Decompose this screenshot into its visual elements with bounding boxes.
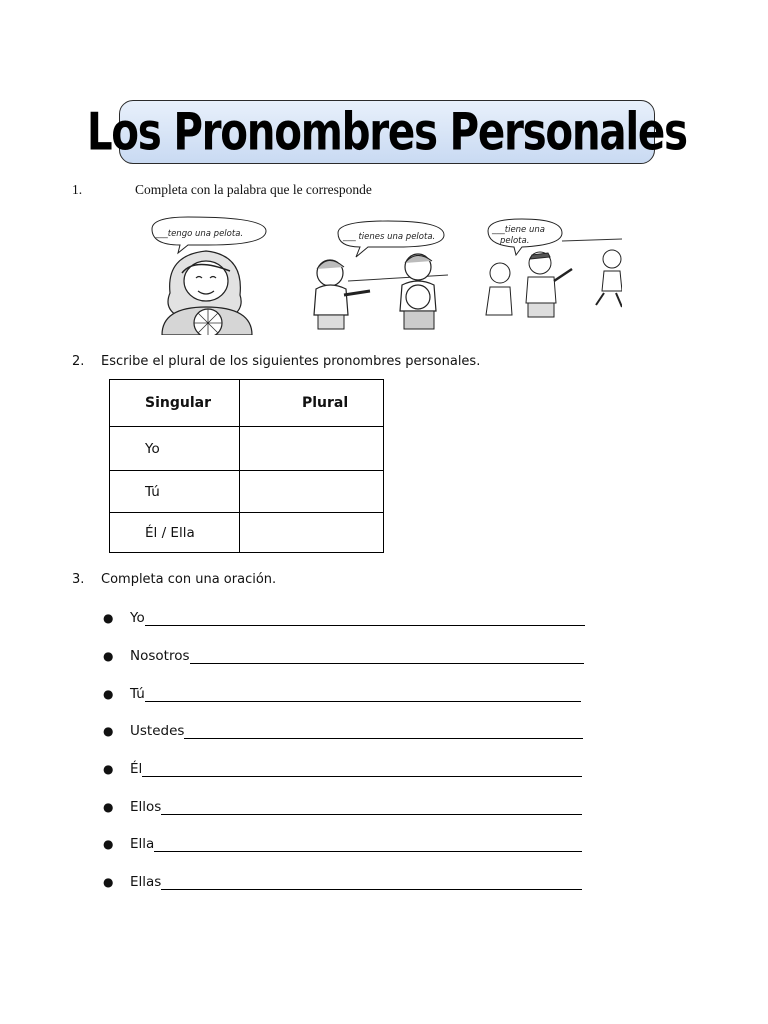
page-title: Los Pronombres Personales [87,101,687,163]
list-item [103,646,584,666]
answer-line[interactable] [145,687,581,702]
bullet-icon: ● [103,875,114,889]
pronoun-label: Ellas [130,874,162,890]
header-plural: Plural [240,380,384,427]
table-row [110,471,384,513]
list-item [103,872,582,892]
list-item [103,721,583,741]
bubble-3-text-a: ___tiene una [492,225,545,235]
answer-line[interactable] [154,837,582,852]
q3-instruction: Completa con una oración. [101,572,277,587]
q2-instruction: Escribe el plural de los siguientes pronombres personales. [101,354,481,369]
answer-line[interactable] [184,724,583,739]
pronoun-label: Ustedes [130,723,185,739]
plural-answer-cell[interactable] [240,513,384,553]
table-row [110,427,384,471]
q3-number: 3. [72,572,85,587]
q1-instruction: Completa con la palabra que le corresponde [135,182,372,197]
list-item [103,834,582,854]
pronoun-label: Nosotros [130,648,190,664]
answer-line[interactable] [142,762,582,777]
pronoun-label: Ellos [130,799,162,815]
answer-line[interactable] [161,875,582,890]
list-item [103,797,582,817]
illustration-girl-with-ball [148,215,268,335]
table-row [110,513,384,553]
singular-cell: Tú [110,471,240,513]
pronoun-label: Yo [130,610,145,626]
bullet-icon: ● [103,762,114,776]
illustration-kids-playing [482,215,622,335]
bullet-icon: ● [103,837,114,851]
bubble-1-text: ___tengo una pelota. [155,229,244,239]
list-item [103,608,585,628]
bullet-icon: ● [103,611,114,625]
singular-cell: Yo [110,427,240,471]
plural-answer-cell[interactable] [240,427,384,471]
illustration-two-boys [308,215,448,335]
pronoun-label: Ella [130,836,155,852]
answer-line[interactable] [145,611,585,626]
bullet-icon: ● [103,724,114,738]
plural-table [109,379,384,553]
pronoun-label: Él [130,761,143,777]
singular-cell: Él / Ella [110,513,240,553]
header-singular: Singular [110,380,240,427]
q2-number: 2. [72,354,85,369]
answer-line[interactable] [161,800,582,815]
pronoun-label: Tú [130,686,145,702]
list-item [103,759,582,779]
q1-number: 1. [72,182,83,197]
answer-line[interactable] [190,649,584,664]
list-item [103,684,581,704]
title-banner [87,100,687,164]
bubble-2-text: ___ tienes una pelota. [343,232,436,242]
bullet-icon: ● [103,800,114,814]
bullet-icon: ● [103,649,114,663]
bubble-3-text-b: pelota. [500,236,530,246]
plural-answer-cell[interactable] [240,471,384,513]
bullet-icon: ● [103,687,114,701]
